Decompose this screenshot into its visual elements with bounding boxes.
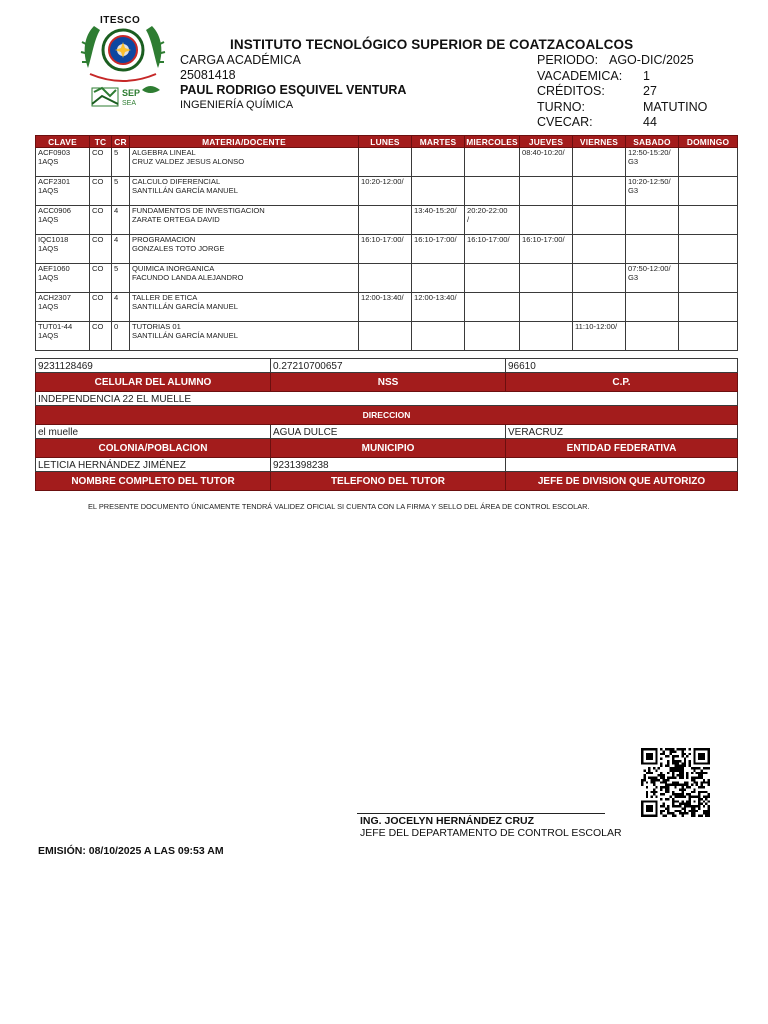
cell-lunes <box>359 264 412 293</box>
cell-materia-docente-line1: QUIMICA INORGANICA <box>132 264 215 273</box>
cell-lunes <box>359 148 412 177</box>
cell-cr <box>112 264 130 293</box>
jefe-label: JEFE DE DIVISION QUE AUTORIZO <box>506 472 738 491</box>
cell-miercoles-line1: 16:10-17:00/ <box>467 235 510 244</box>
celular-value: 9231128469 <box>36 359 271 373</box>
cell-sabado <box>626 206 679 235</box>
colonia-label: COLONIA/POBLACION <box>36 439 271 458</box>
cell-clave-line2: 1AQS <box>38 273 59 282</box>
cell-viernes <box>573 235 626 264</box>
cell-jueves-line1: 08:40-10:20/ <box>522 148 565 157</box>
qr-code <box>641 748 710 817</box>
cell-sabado <box>626 177 679 206</box>
cell-sabado <box>626 293 679 322</box>
cell-lunes-line1: 10:20-12:00/ <box>361 177 404 186</box>
cell-lunes <box>359 322 412 351</box>
cell-tc-line1: CO <box>92 322 104 331</box>
info-labels-row-2 <box>36 406 738 425</box>
municipio-label: MUNICIPIO <box>271 439 506 458</box>
cell-clave <box>36 235 90 264</box>
tutor-label: NOMBRE COMPLETO DEL TUTOR <box>36 472 271 491</box>
cell-martes <box>412 177 465 206</box>
cell-sabado-line2: G3 <box>628 273 639 282</box>
cell-clave-line2: 1AQS <box>38 302 59 311</box>
cell-miercoles-line1: 20:20-22:00 <box>467 206 508 215</box>
col-header-martes: MARTES <box>412 136 465 148</box>
cell-jueves <box>520 206 573 235</box>
col-header-viernes: VIERNES <box>573 136 626 148</box>
cell-clave-line1: ACF2301 <box>38 177 71 186</box>
cell-domingo <box>679 264 738 293</box>
cell-materia-docente-line2: SANTILLÁN GARCÍA MANUEL <box>132 186 238 195</box>
col-header-materia: MATERIA/DOCENTE <box>130 136 359 148</box>
creditos-value: 27 <box>643 84 657 98</box>
jefe-value <box>506 458 738 472</box>
info-values-row-1 <box>36 359 738 373</box>
col-header-clave: CLAVE <box>36 136 90 148</box>
cell-domingo <box>679 206 738 235</box>
cell-domingo <box>679 293 738 322</box>
cell-materia-docente <box>130 322 359 351</box>
cell-cr <box>112 206 130 235</box>
institute-name: INSTITUTO TECNOLÓGICO SUPERIOR DE COATZACOALCOS <box>230 37 634 52</box>
cell-sabado-line2: G3 <box>628 186 639 195</box>
cell-tc-line1: CO <box>92 148 104 157</box>
cell-lunes-line1: 12:00-13:40/ <box>361 293 404 302</box>
student-id: 25081418 <box>180 68 236 82</box>
cell-materia-docente-line2: CRUZ VALDEZ JESUS ALONSO <box>132 157 245 166</box>
municipio-value: AGUA DULCE <box>271 425 506 439</box>
cell-clave-line1: ACC0906 <box>38 206 71 215</box>
period-values <box>609 53 708 131</box>
cell-sabado-line1: 12:50-15:20/ <box>628 148 671 157</box>
info-labels-row-3 <box>36 439 738 458</box>
cell-clave <box>36 177 90 206</box>
cell-sabado <box>626 148 679 177</box>
cp-value: 96610 <box>506 359 738 373</box>
cell-miercoles <box>465 148 520 177</box>
cell-lunes <box>359 293 412 322</box>
cell-viernes <box>573 206 626 235</box>
creditos-label: CRÉDITOS: <box>537 84 605 98</box>
cell-materia-docente-line2: SANTILLÁN GARCÍA MANUEL <box>132 302 238 311</box>
table-row <box>36 206 738 235</box>
cell-tc-line1: CO <box>92 235 104 244</box>
info-labels-row-4 <box>36 472 738 491</box>
cell-clave-line2: 1AQS <box>38 157 59 166</box>
cell-martes <box>412 264 465 293</box>
cvecar-value: 44 <box>643 115 657 129</box>
cell-cr <box>112 322 130 351</box>
table-row <box>36 322 738 351</box>
cell-viernes-line1: 11:10-12:00/ <box>575 322 618 331</box>
institute-logo <box>80 16 166 108</box>
cell-miercoles <box>465 293 520 322</box>
cell-cr <box>112 293 130 322</box>
cell-cr <box>112 235 130 264</box>
cell-cr <box>112 177 130 206</box>
cell-tc <box>90 293 112 322</box>
cell-clave-line2: 1AQS <box>38 331 59 340</box>
cell-sabado <box>626 235 679 264</box>
cell-tc-line1: CO <box>92 293 104 302</box>
table-row <box>36 148 738 177</box>
cell-materia-docente <box>130 177 359 206</box>
cell-jueves <box>520 264 573 293</box>
info-values-row-2 <box>36 392 738 406</box>
schedule-table <box>35 135 738 351</box>
entidad-label: ENTIDAD FEDERATIVA <box>506 439 738 458</box>
cell-jueves-line1: 16:10-17:00/ <box>522 235 565 244</box>
cell-sabado <box>626 264 679 293</box>
cell-jueves <box>520 148 573 177</box>
col-header-domingo: DOMINGO <box>679 136 738 148</box>
cell-clave-line2: 1AQS <box>38 215 59 224</box>
svg-text:SEP: SEP <box>122 88 141 98</box>
student-name: PAUL RODRIGO ESQUIVEL VENTURA <box>180 83 407 97</box>
direccion-label: DIRECCION <box>36 406 738 425</box>
cell-cr-line1: 4 <box>114 235 119 244</box>
cell-materia-docente-line1: PROGRAMACION <box>132 235 196 244</box>
cell-cr-line1: 4 <box>114 293 119 302</box>
cell-tc <box>90 206 112 235</box>
cell-miercoles <box>465 264 520 293</box>
cell-viernes <box>573 148 626 177</box>
cell-clave-line1: IQC1018 <box>38 235 69 244</box>
cell-viernes <box>573 264 626 293</box>
cell-martes-line1: 12:00-13:40/ <box>414 293 457 302</box>
cell-materia-docente-line2: SANTILLÁN GARCÍA MANUEL <box>132 331 238 340</box>
entidad-value: VERACRUZ <box>506 425 738 439</box>
cell-tc <box>90 322 112 351</box>
cell-tc <box>90 235 112 264</box>
cell-clave <box>36 148 90 177</box>
cell-materia-docente-line2: GONZALES TOTO JORGE <box>132 244 225 253</box>
cell-materia-docente-line2: FACUNDO LANDA ALEJANDRO <box>132 273 244 282</box>
cell-materia-docente-line1: ALGEBRA LINEAL <box>132 148 196 157</box>
cell-materia-docente <box>130 293 359 322</box>
cell-clave-line1: ACF0903 <box>38 148 71 157</box>
cell-jueves <box>520 293 573 322</box>
cell-domingo <box>679 235 738 264</box>
cell-lunes <box>359 235 412 264</box>
cell-materia-docente <box>130 206 359 235</box>
tel-tutor-label: TELEFONO DEL TUTOR <box>271 472 506 491</box>
logo-text: ITESCO <box>100 15 141 26</box>
table-row <box>36 177 738 206</box>
vacademica-label: VACADEMICA: <box>537 68 623 83</box>
student-header <box>180 53 406 113</box>
cell-miercoles <box>465 322 520 351</box>
cell-cr-line1: 5 <box>114 264 119 273</box>
doc-title: CARGA ACADÉMICA <box>180 53 301 67</box>
cell-tc-line1: CO <box>92 206 104 215</box>
cell-lunes <box>359 206 412 235</box>
celular-label: CELULAR DEL ALUMNO <box>36 373 271 392</box>
cell-viernes <box>573 322 626 351</box>
cell-jueves <box>520 177 573 206</box>
cell-martes-line1: 13:40-15:20/ <box>414 206 457 215</box>
col-header-lunes: LUNES <box>359 136 412 148</box>
cell-domingo <box>679 148 738 177</box>
tel-tutor-value: 9231398238 <box>271 458 506 472</box>
cell-materia-docente-line1: TUTORIAS 01 <box>132 322 181 331</box>
cell-miercoles <box>465 177 520 206</box>
cell-clave-line1: AEF1060 <box>38 264 70 273</box>
svg-text:SEA: SEA <box>122 100 137 107</box>
cell-sabado-line2: G3 <box>628 157 639 166</box>
cell-cr-line1: 4 <box>114 206 119 215</box>
periodo-value: AGO-DIC/2025 <box>609 53 694 67</box>
turno-label: TURNO: <box>537 99 585 114</box>
cell-materia-docente <box>130 235 359 264</box>
cell-cr <box>112 148 130 177</box>
cell-martes-line1: 16:10-17:00/ <box>414 235 457 244</box>
colonia-value: el muelle <box>36 425 271 439</box>
schedule-header-row <box>36 136 738 148</box>
cell-viernes <box>573 177 626 206</box>
cp-label: C.P. <box>506 373 738 392</box>
col-header-miercoles: MIERCOLES <box>466 136 518 147</box>
cell-miercoles <box>465 235 520 264</box>
table-row <box>36 235 738 264</box>
cell-clave <box>36 293 90 322</box>
table-row <box>36 264 738 293</box>
tutor-value: LETICIA HERNÁNDEZ JIMÉNEZ <box>36 458 271 472</box>
col-header-cr: CR <box>112 136 130 148</box>
info-values-row-3 <box>36 425 738 439</box>
cell-lunes-line1: 16:10-17:00/ <box>361 235 404 244</box>
cell-tc-line1: CO <box>92 264 104 273</box>
cell-lunes <box>359 177 412 206</box>
cell-cr-line1: 0 <box>114 322 119 331</box>
col-header-jueves: JUEVES <box>520 136 573 148</box>
cvecar-label: CVECAR: <box>537 115 593 129</box>
signature-line <box>357 813 605 814</box>
cell-tc <box>90 264 112 293</box>
cell-martes <box>412 235 465 264</box>
cell-tc-line1: CO <box>92 177 104 186</box>
cell-martes <box>412 148 465 177</box>
cell-sabado <box>626 322 679 351</box>
cell-miercoles <box>465 206 520 235</box>
cell-clave-line2: 1AQS <box>38 186 59 195</box>
cell-materia-docente-line2: ZARATE ORTEGA DAVID <box>132 215 220 224</box>
table-row <box>36 293 738 322</box>
cell-cr-line1: 5 <box>114 177 119 186</box>
cell-viernes <box>573 293 626 322</box>
career-name: INGENIERÍA QUÍMICA <box>180 99 294 111</box>
cell-clave-line2: 1AQS <box>38 244 59 253</box>
cell-materia-docente-line1: FUNDAMENTOS DE INVESTIGACION <box>132 206 265 215</box>
cell-clave-line1: TUT01-44 <box>38 322 73 331</box>
nss-value: 0.27210700657 <box>271 359 506 373</box>
signer-name: ING. JOCELYN HERNÁNDEZ CRUZ <box>360 815 535 827</box>
turno-value: MATUTINO <box>643 99 708 114</box>
cell-jueves <box>520 322 573 351</box>
nss-label: NSS <box>271 373 506 392</box>
cell-materia-docente <box>130 264 359 293</box>
cell-clave-line1: ACH2307 <box>38 293 71 302</box>
cell-tc <box>90 177 112 206</box>
cell-clave <box>36 264 90 293</box>
cell-martes <box>412 206 465 235</box>
cell-jueves <box>520 235 573 264</box>
direccion-value: INDEPENDENCIA 22 EL MUELLE <box>36 392 738 406</box>
periodo-label: PERIODO: <box>537 53 599 67</box>
cell-domingo <box>679 322 738 351</box>
cell-domingo <box>679 177 738 206</box>
cell-clave <box>36 322 90 351</box>
signer-role: JEFE DEL DEPARTAMENTO DE CONTROL ESCOLAR <box>360 827 622 839</box>
issue-date: EMISIÓN: 08/10/2025 A LAS 09:53 AM <box>38 845 224 857</box>
vacademica-value: 1 <box>643 68 650 83</box>
cell-sabado-line1: 10:20-12:50/ <box>628 177 671 186</box>
cell-materia-docente-line1: TALLER DE ETICA <box>132 293 198 302</box>
col-header-sabado: SABADO <box>626 136 679 148</box>
cell-martes <box>412 293 465 322</box>
cell-sabado-line1: 07:50-12:00/ <box>628 264 671 273</box>
info-values-row-4 <box>36 458 738 472</box>
cell-materia-docente-line1: CALCULO DIFERENCIAL <box>132 177 221 186</box>
cell-martes <box>412 322 465 351</box>
validity-notice: EL PRESENTE DOCUMENTO ÚNICAMENTE TENDRÁ VALIDEZ OFICIAL SI CUENTA CON LA FIRMA Y SELLO DEL ÁREA DE CONTROL ESCOLAR. <box>88 502 590 511</box>
cell-clave <box>36 206 90 235</box>
cell-materia-docente <box>130 148 359 177</box>
col-header-tc: TC <box>90 136 112 148</box>
cell-tc <box>90 148 112 177</box>
student-info-table <box>35 358 738 491</box>
cell-miercoles-line2: / <box>467 215 470 224</box>
info-labels-row-1 <box>36 373 738 392</box>
cell-cr-line1: 5 <box>114 148 119 157</box>
